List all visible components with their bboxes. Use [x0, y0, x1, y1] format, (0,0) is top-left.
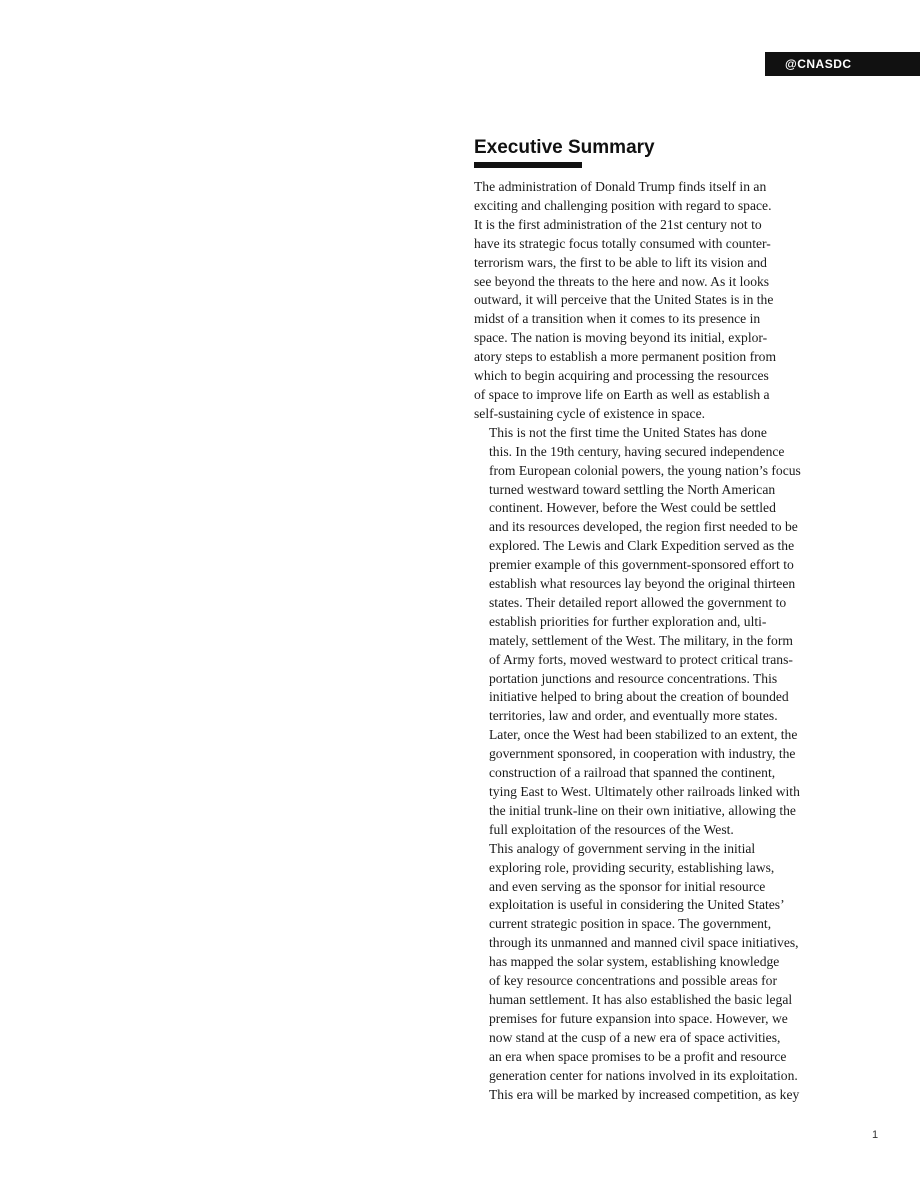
- title-underline-rule: [474, 162, 582, 168]
- text-line: outward, it will perceive that the United States is in the: [474, 292, 774, 308]
- text-line: It is the first administration of the 21st century not to: [474, 216, 762, 232]
- text-line: This era will be marked by increased competition, as key: [489, 1086, 800, 1102]
- page-number: 1: [872, 1129, 879, 1141]
- section-title: Executive Summary: [474, 137, 655, 158]
- text-line: exploring role, providing security, establishing laws,: [489, 859, 775, 875]
- paragraph: [474, 840, 846, 1105]
- text-line: initiative helped to bring about the creation of bounded: [489, 689, 789, 705]
- text-line: generation center for nations involved in its exploitation.: [489, 1067, 798, 1083]
- text-line: premier example of this government-sponsored effort to: [489, 557, 794, 573]
- text-line: see beyond the threats to the here and now. As it looks: [474, 273, 770, 289]
- text-line: explored. The Lewis and Clark Expedition served as the: [489, 538, 795, 554]
- text-line: construction of a railroad that spanned the continent,: [489, 765, 776, 781]
- text-line: through its unmanned and manned civil space initiatives,: [489, 935, 799, 951]
- text-line: human settlement. It has also established the basic legal: [489, 991, 793, 1007]
- text-line: of space to improve life on Earth as well as establish a: [474, 386, 770, 402]
- body-text: [474, 178, 846, 1104]
- text-line: continent. However, before the West could be settled: [489, 500, 776, 516]
- text-line: has mapped the solar system, establishing knowledge: [489, 954, 780, 970]
- text-line: of Army forts, moved westward to protect critical trans-: [489, 651, 793, 667]
- text-line: The administration of Donald Trump finds itself in an: [474, 179, 767, 194]
- text-line: this. In the 19th century, having secured independence: [489, 443, 785, 459]
- text-line: portation junctions and resource concentrations. This: [489, 670, 778, 686]
- text-line: tying East to West. Ultimately other railroads linked with: [489, 784, 800, 799]
- paragraph: [474, 424, 846, 840]
- text-line: This analogy of government serving in the initial: [489, 840, 756, 856]
- text-line: of key resource concentrations and possible areas for: [489, 973, 777, 989]
- text-line: have its strategic focus totally consumed with counter-: [474, 235, 771, 251]
- text-line: current strategic position in space. The government,: [489, 916, 772, 932]
- text-line: exciting and challenging position with regard to space.: [474, 197, 772, 213]
- text-line: states. Their detailed report allowed the government to: [489, 594, 787, 610]
- text-line: now stand at the cusp of a new era of space activities,: [489, 1029, 781, 1045]
- text-line: self-sustaining cycle of existence in space.: [474, 405, 706, 421]
- text-line: establish what resources lay beyond the original thirteen: [489, 576, 796, 592]
- text-line: which to begin acquiring and processing the resources: [474, 368, 769, 384]
- text-line: This is not the first time the United States has done: [489, 424, 767, 440]
- text-line: the initial trunk-line on their own initiative, allowing the: [489, 802, 796, 818]
- text-line: and even serving as the sponsor for initial resource: [489, 878, 766, 894]
- header-tag: @CNASDC: [765, 52, 920, 76]
- text-line: full exploitation of the resources of the West.: [489, 821, 734, 837]
- text-line: turned westward toward settling the North American: [489, 481, 776, 497]
- paragraph: [474, 178, 846, 424]
- text-line: midst of a transition when it comes to its presence in: [474, 311, 761, 327]
- text-line: atory steps to establish a more permanent position from: [474, 349, 777, 365]
- text-line: an era when space promises to be a profit and resource: [489, 1048, 787, 1064]
- text-line: and its resources developed, the region first needed to be: [489, 519, 798, 535]
- text-line: from European colonial powers, the young nation’s focus: [489, 462, 801, 478]
- text-line: premises for future expansion into space. However, we: [489, 1010, 788, 1026]
- text-line: terrorism wars, the first to be able to lift its vision and: [474, 254, 767, 270]
- text-line: exploitation is useful in considering the United States’: [489, 897, 785, 913]
- text-line: establish priorities for further exploration and, ulti-: [489, 613, 767, 629]
- text-line: space. The nation is moving beyond its initial, explor-: [474, 330, 768, 346]
- text-line: Later, once the West had been stabilized to an extent, the: [489, 727, 798, 743]
- text-line: government sponsored, in cooperation with industry, the: [489, 746, 796, 762]
- text-line: mately, settlement of the West. The military, in the form: [489, 632, 793, 648]
- text-line: territories, law and order, and eventually more states.: [489, 708, 778, 724]
